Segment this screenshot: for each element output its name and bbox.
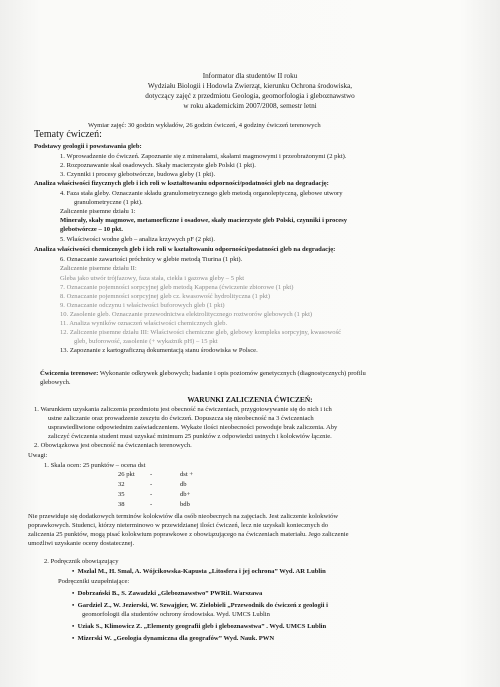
section1-item: 1. Wprowadzenie do ćwiczeń. Zapoznanie się z minerałami, skałami magmowymi i przeobrażonymi (2 pkt). bbox=[60, 153, 347, 160]
books-extra-item: • Uziak S., Klimowicz Z. „Elementy geografii gleb i gleboznawstwa” . Wyd. UMCS Lublin bbox=[72, 623, 327, 630]
books-extra-item: • Dobrzański B., S. Zawadzki „Gleboznawstwo” PWRiL Warszawa bbox=[72, 590, 263, 597]
section2-title: Analiza właściwości fizycznych gleb i ich roli w kształtowaniu odporności/podatności gleb na degradację: bbox=[34, 180, 329, 187]
header-line-2: Wydziału Biologii i Hodowla Zwierząt, kierunku Ochrona środowiska, bbox=[147, 82, 353, 90]
section3-item: 6. Oznaczanie zawartości próchnicy w glebie metodą Tiurina (1 pkt). bbox=[60, 256, 243, 263]
grade-row-dash: - bbox=[150, 491, 153, 498]
notes-text-line: zaliczenia 25 punktów, mogą pisać kolokwium poprawkowe z obowiązującego na ćwiczeniach materiału. Jego zaliczenie bbox=[28, 531, 349, 538]
books-main: • Mszlal M., H. Smal, A. Wójcikowska-Kapusta „Litosfera i jej ochrona” Wyd. AR Lublin bbox=[72, 568, 326, 575]
section3-item: Zaliczenie pisemne działu II: bbox=[60, 265, 137, 272]
bullet-icon: • bbox=[72, 590, 78, 597]
notes-label: Uwagi: bbox=[28, 452, 48, 459]
bullet-icon: • bbox=[72, 568, 78, 575]
grade-scale-intro: 1. Skala ocen: 25 punktów – ocena dst bbox=[44, 462, 146, 469]
header-line-3: dotyczący zajęć z przedmiotu Geologia, geomorfologia i gleboznawstwo bbox=[145, 92, 355, 100]
section3-item: gleb, buforowość, zasolenie (+ wykażnik pH) – 15 pkt bbox=[74, 338, 218, 345]
books-title: 2. Podręcznik obowiązujący bbox=[44, 558, 119, 565]
section2-item: granulometryczne (1 pkt). bbox=[74, 199, 143, 206]
bullet-icon: • bbox=[72, 602, 78, 609]
bullet-icon: • bbox=[72, 635, 78, 642]
section1-title: Podstawy geologii i powstawania gleb: bbox=[34, 143, 142, 150]
grade-row-dash: - bbox=[150, 471, 153, 478]
field-paragraph bbox=[40, 370, 366, 377]
grade-row-pts: 32 bbox=[118, 481, 125, 488]
section3-item: Gleba jako utwór trójfazowy, faza stała, ciekła i gazowa gleby – 5 pkt bbox=[60, 275, 245, 282]
section2-item: Zaliczenie pisemne działu 1: bbox=[60, 208, 136, 215]
section3-item: 12. Zaliczenie pisemne działu III: Właściwości chemiczne gleb, glebowy kompleks sorpcyjny, kwasowość bbox=[60, 329, 342, 336]
conditions-title: WARUNKI ZALICZENIA ĆWICZEŃ: bbox=[187, 395, 313, 404]
notes-text-line: Nie przewiduje się dodatkowych terminów kolokwiów dla osób nieobecnych na zajęciach. Jest zaliczenie kolokwiów bbox=[28, 513, 339, 520]
conditions-item: 2. Obowiązkowa jest obecność na ćwiczeniach terenowych. bbox=[34, 442, 192, 449]
section2-item: 5. Właściwości wodne gleb – analiza krzywych pF (2 pkt). bbox=[60, 236, 215, 243]
header-line-4: w roku akademickim 2007/2008, semestr letni bbox=[183, 102, 317, 110]
grade-row-dash: - bbox=[150, 481, 153, 488]
grade-row-dash: - bbox=[150, 501, 153, 508]
topics-title: Tematy ćwiczeń: bbox=[34, 129, 102, 140]
section1-item: 2. Rozpoznawanie skał osadowych. Skały macierzyste gleb Polski (1 pkt). bbox=[60, 162, 256, 169]
grade-row-pts: 35 bbox=[118, 491, 125, 498]
section3-item: 7. Oznaczanie pojemności sorpcyjnej gleb metodą Kappena (ćwiczenie zbiorowe (1 pkt) bbox=[60, 284, 294, 291]
section2-item: glebotwórcze – 10 pkt. bbox=[60, 226, 123, 233]
grade-row-grade: bdb bbox=[180, 501, 190, 508]
books-extra-item-cont: geomorfologii dla studentów ochrony środowiska. Wyd. UMCS Lublin bbox=[82, 611, 270, 618]
grade-row-pts: 26 pkt bbox=[118, 471, 135, 478]
conditions-item: ustne zaliczanie oraz prowadzenie zeszytu do ćwiczeń. Dopuszcza się nieobecność na 3 ćwiczeniach bbox=[48, 415, 314, 422]
books-extra-item: • Mizerski W. „Geologia dynamiczna dla geografów” Wyd. Nauk. PWN bbox=[72, 635, 275, 642]
grade-row-grade: db+ bbox=[180, 491, 191, 498]
books-extra-item: • Gardziel Z., W. Jezierski, W. Szwajgier, W. Zielobieli „Przewodnik do ćwiczeń z geologii i bbox=[72, 602, 328, 609]
section2-item: 4. Faza stała gleby. Oznaczanie składu granulometrycznego gleb metodą organoleptyczną, glebowe utwory bbox=[60, 190, 343, 197]
section1-item: 3. Czynniki i procesy glebotwórcze, budowa gleby (1 pkt). bbox=[60, 171, 216, 178]
notes-text-line: umożliwi uzyskanie oceny dostatecznej. bbox=[28, 540, 135, 547]
grade-row-grade: dst + bbox=[180, 471, 194, 478]
conditions-item: usprawiedliwione odpowiednim zaświadczeniem. Wykaże ilości nieobecności powoduje brak zaliczenia. Aby bbox=[48, 424, 338, 431]
section3-item: 9. Oznaczanie odczynu i właściwości buforowych gleb (1 pkt) bbox=[60, 302, 225, 309]
section3-item: 10. Zasolenie gleb. Oznaczanie przewodnictwa elektrolitycznego roztworów glebowych (1 pkt) bbox=[60, 311, 313, 318]
field-label: Ćwiczenia terenowe: bbox=[40, 370, 99, 377]
books-extra-title: Podręczniki uzupełniające: bbox=[58, 578, 130, 585]
grade-row-pts: 38 bbox=[118, 501, 125, 508]
section3-title: Analiza właściwości chemicznych gleb i ich roli w kształtowaniu odporności/podatności gleb na degradację: bbox=[34, 246, 336, 253]
conditions-item: 1. Warunkiem uzyskania zaliczenia przedmiotu jest obecność na ćwiczeniach, przygotowywanie się do nich i ich bbox=[34, 406, 332, 413]
bullet-icon: • bbox=[72, 623, 78, 630]
field-text-2: glebowych. bbox=[40, 379, 71, 386]
field-text-1: Wykonanie odkrywek glebowych; badanie i opis poziomów genetycznych (diagnostycznych) profilu bbox=[99, 370, 366, 377]
conditions-item: zaliczyć ćwiczenia student musi uzyskać minimum 25 punktów z odpowiedzi ustnych i kolokwiów łącznie. bbox=[48, 433, 332, 440]
hours-line: Wymiar zajęć: 30 godzin wykładów, 26 godzin ćwiczeń, 4 godziny ćwiczeń terenowych bbox=[88, 122, 321, 129]
header-line-1: Informator dla studentów II roku bbox=[202, 72, 298, 80]
section3-item: 13. Zapoznanie z kartograficzną dokumentacją stanu środowiska w Polsce. bbox=[60, 347, 258, 354]
grade-row-grade: db bbox=[180, 481, 187, 488]
notes-text-line: poprawkowych. Studenci, którzy nieterminowo w przewidzianej ilości ćwiczeń, lecz nie uzyskali koniecznych do bbox=[28, 522, 329, 529]
section3-item: 11. Analiza wyników oznaczeń właściwości chemicznych gleb. bbox=[60, 320, 228, 327]
section2-item: Minerały, skały magmowe, metamorficzne i osadowe, skały macierzyste gleb Polski, czynniki i procesy bbox=[60, 217, 348, 224]
section3-item: 8. Oznaczanie pojemności sorpcyjnej gleb cz. kwasowość hydrolityczna (1 pkt) bbox=[60, 293, 271, 300]
